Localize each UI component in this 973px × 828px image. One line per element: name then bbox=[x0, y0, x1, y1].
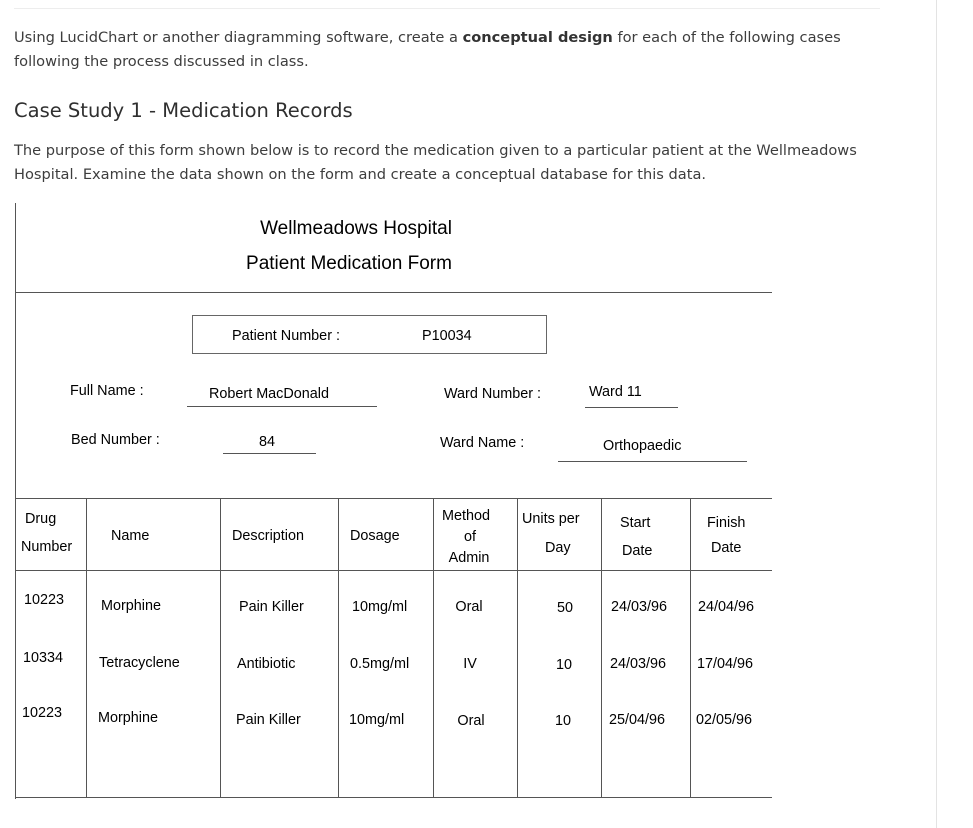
header-finish-line2: Date bbox=[711, 540, 742, 556]
row1-finish-date: 24/04/96 bbox=[698, 599, 755, 615]
intro-paragraph bbox=[14, 26, 894, 74]
header-method-line2: of bbox=[463, 529, 477, 545]
table-header-divider bbox=[15, 570, 772, 571]
header-dosage: Dosage bbox=[350, 528, 400, 544]
ward-number-underline bbox=[585, 407, 678, 408]
row3-method: Oral bbox=[457, 713, 485, 729]
row3-units: 10 bbox=[555, 713, 572, 729]
row2-description: Antibiotic bbox=[237, 656, 296, 672]
table-col-divider bbox=[86, 498, 87, 798]
intro-bold-phrase: conceptual design bbox=[462, 29, 613, 46]
header-name: Name bbox=[111, 528, 150, 544]
row2-dosage: 0.5mg/ml bbox=[350, 656, 410, 672]
row1-name: Morphine bbox=[101, 598, 161, 614]
row3-name: Morphine bbox=[98, 710, 158, 726]
table-col-divider bbox=[690, 498, 691, 798]
row1-start-date: 24/03/96 bbox=[611, 599, 668, 615]
header-description: Description bbox=[232, 528, 304, 544]
full-name-underline bbox=[187, 406, 377, 407]
header-units-line2: Day bbox=[545, 540, 571, 556]
header-drug-number-line1: Drug bbox=[25, 511, 57, 527]
row2-method: IV bbox=[463, 656, 477, 672]
hospital-name: Wellmeadows Hospital bbox=[260, 218, 452, 239]
bed-number-label: Bed Number : bbox=[71, 432, 160, 448]
row1-dosage: 10mg/ml bbox=[352, 599, 408, 615]
row1-drug-number: 10223 bbox=[24, 592, 65, 608]
row2-units: 10 bbox=[556, 657, 573, 673]
header-method-line1: Method bbox=[442, 508, 490, 524]
header-method-line3: Admin bbox=[448, 550, 490, 566]
row2-name: Tetracyclene bbox=[99, 655, 180, 671]
row3-dosage: 10mg/ml bbox=[349, 712, 405, 728]
table-top-border bbox=[15, 498, 772, 499]
bed-number-underline bbox=[223, 453, 316, 454]
ward-name-label: Ward Name : bbox=[440, 435, 525, 451]
row2-start-date: 24/03/96 bbox=[610, 656, 667, 672]
full-name-label: Full Name : bbox=[70, 383, 144, 399]
ward-name-value: Orthopaedic bbox=[603, 438, 682, 454]
ward-number-value: Ward 11 bbox=[589, 384, 642, 400]
intro-text-after: for each of the following cases following the process discussed in class. bbox=[14, 29, 841, 70]
row3-drug-number: 10223 bbox=[22, 705, 63, 721]
row1-description: Pain Killer bbox=[239, 599, 304, 615]
right-scroll-edge bbox=[936, 0, 937, 828]
form-header-divider bbox=[15, 292, 772, 293]
row3-start-date: 25/04/96 bbox=[609, 712, 666, 728]
header-finish-line1: Finish bbox=[707, 515, 746, 531]
form-title: Patient Medication Form bbox=[246, 253, 452, 274]
case-study-heading: Case Study 1 - Medication Records bbox=[14, 99, 353, 122]
patient-number-value: P10034 bbox=[422, 328, 472, 344]
table-col-divider bbox=[517, 498, 518, 798]
row3-description: Pain Killer bbox=[236, 712, 301, 728]
row1-method: Oral bbox=[455, 599, 483, 615]
row3-finish-date: 02/05/96 bbox=[696, 712, 753, 728]
table-col-divider bbox=[220, 498, 221, 798]
table-bottom-border bbox=[15, 797, 772, 798]
ward-number-label: Ward Number : bbox=[444, 386, 542, 402]
bed-number-value: 84 bbox=[259, 434, 276, 450]
header-start-line1: Start bbox=[620, 515, 651, 531]
row2-drug-number: 10334 bbox=[23, 650, 64, 666]
header-drug-number-line2: Number bbox=[21, 539, 73, 555]
table-col-divider bbox=[433, 498, 434, 798]
case-study-description: The purpose of this form shown below is to record the medication given to a particular patient at the Wellmeadows Hospital. Examine the data shown on the form and create a conceptual database for this data. bbox=[14, 142, 857, 183]
intro-text-before: Using LucidChart or another diagramming software, create a bbox=[14, 29, 463, 46]
full-name-value: Robert MacDonald bbox=[209, 386, 329, 402]
table-col-divider bbox=[338, 498, 339, 798]
patient-number-label: Patient Number : bbox=[232, 328, 340, 344]
top-divider bbox=[14, 8, 880, 9]
row1-units: 50 bbox=[557, 600, 574, 616]
ward-name-underline bbox=[558, 461, 747, 462]
row2-finish-date: 17/04/96 bbox=[697, 656, 754, 672]
header-units-line1: Units per bbox=[522, 511, 580, 527]
table-col-divider bbox=[601, 498, 602, 798]
header-start-line2: Date bbox=[622, 543, 653, 559]
